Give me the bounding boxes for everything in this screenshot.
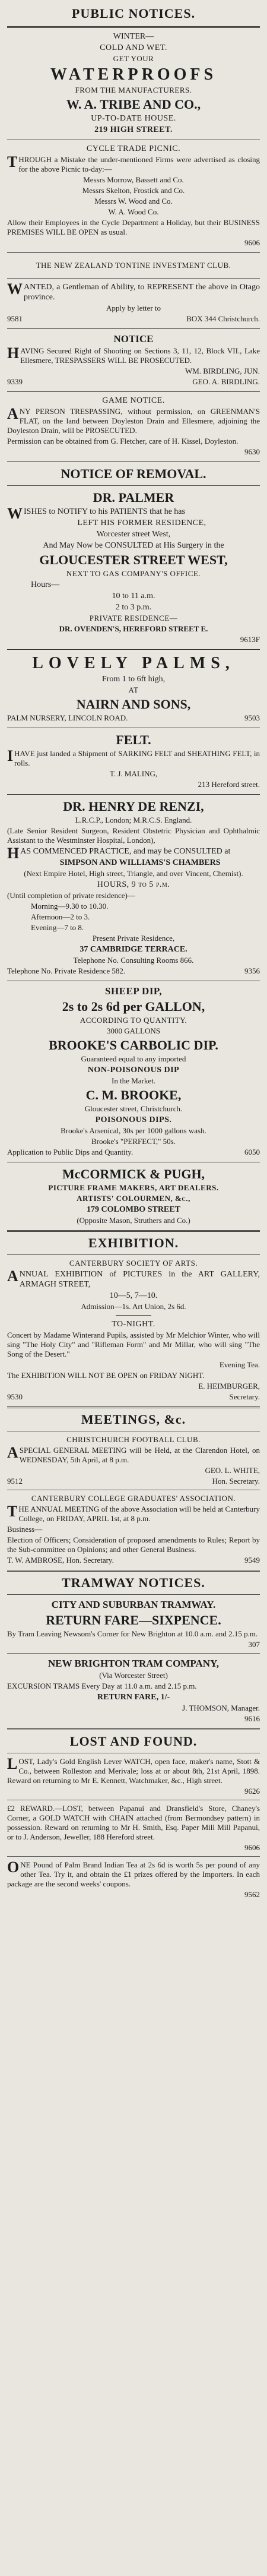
exhibition-evening: Evening Tea.	[219, 1360, 260, 1369]
removal-street: Worcester street West,	[96, 530, 171, 539]
sheepdip-perfect: Brooke's "PERFECT," 50s.	[91, 1137, 176, 1146]
waterproofs-firm: W. A. TRIBE AND CO.,	[66, 97, 201, 112]
derenzi-body: HAS COMMENCED PRACTICE, and may be CONSULTED at	[7, 845, 231, 862]
tramway-mgr-ref: 9616	[244, 1714, 260, 1723]
ad-graduates	[7, 1494, 260, 1565]
derenzi-hours: Morning—9.30 to 10.30.	[31, 902, 109, 911]
removal-hours1: 10 to 11 a.m.	[112, 592, 155, 600]
derenzi-hours: Evening—7 to 8.	[31, 923, 84, 932]
sheepdip-nonp: NON-POISONOUS DIP	[87, 1066, 180, 1074]
removal-private: PRIVATE RESIDENCE—	[89, 614, 178, 622]
removal-title: NOTICE OF REMOVAL.	[61, 466, 206, 481]
cycle-name: Messrs W. Wood and Co.	[94, 197, 173, 206]
notice-sign2: GEO. A. BIRDLING.	[192, 377, 260, 386]
divider	[7, 1728, 260, 1730]
divider	[7, 1653, 260, 1654]
wanted-box: BOX 344 Christchurch.	[186, 314, 260, 323]
lostfound-lost1-num: 9626	[244, 1787, 260, 1796]
divider	[7, 1570, 260, 1572]
meetings-business: Business—	[7, 1525, 43, 1534]
derenzi-present: Present Private Residence,	[92, 934, 175, 943]
mccormick-addr2: (Opposite Mason, Struthers and Co.)	[77, 1216, 190, 1225]
notice-sign1: WM. BIRDLING, JUN.	[185, 366, 260, 375]
game-num: 9630	[244, 447, 260, 456]
game-title: GAME NOTICE.	[102, 396, 165, 405]
tramway-comp2-sub: (Via Worcester Street)	[99, 1671, 168, 1680]
ad-notice	[7, 333, 260, 387]
cycle-name: Messrs Skelton, Frostick and Co.	[82, 186, 185, 195]
meetings-club: CHRISTCHURCH FOOTBALL CLUB.	[66, 1435, 201, 1444]
removal-hours2: 2 to 3 p.m.	[115, 603, 152, 612]
derenzi-late: (Late Senior Resident Surgeon, Resident Obstetric Physician and Ophthalmic Assistant to the Westminster Hospital, London),	[7, 826, 260, 845]
lostfound-reward: £2 REWARD.—LOST, between Papanui and Dransfield's Store, Chaney's Corner, a GOLD WATCH with CHAIN attached (from Bermondsey pattern) in possession. Reward on returning to Mr H. Smith, Esq. Paper Mill Mill Papanui, or to J. Anderson, Jeweller, 188 Hereford street.	[7, 1804, 260, 1841]
divider	[7, 1254, 260, 1255]
derenzi-quals: L.R.C.P., London; M.R.C.S. England.	[75, 816, 192, 824]
exhibition-sec-title: Secretary.	[229, 1392, 260, 1401]
meetings-club-sec-title: Hon. Secretary.	[212, 1477, 260, 1485]
exhibition-footer	[7, 1392, 260, 1402]
exhibition-admission: Admission—1s. Art Union, 2s 6d.	[81, 1302, 186, 1311]
meetings-business-body: Election of Officers; Consideration of proposed amendments to Rules; Report by the Sub-committee on Opinions; and other General Business.	[7, 1535, 260, 1554]
meetings-club-ref: 9512	[7, 1477, 23, 1485]
lostfound-found-num: 9562	[244, 1890, 260, 1899]
palms-firm: NAIRN AND SONS,	[76, 697, 191, 712]
sheepdip-applic: Application to Public Dips and Quantity.	[7, 1148, 134, 1156]
exhibition-body: ANNUAL EXHIBITION of PICTURES in the ART GALLERY, ARMAGH STREET,	[7, 1268, 260, 1289]
palms-address: PALM NURSERY, LINCOLN ROAD.	[7, 713, 128, 722]
game-body: ANY PERSON TRESPASSING, without permission, on GREENMAN'S FLAT, on the land between Doyleston Drain and Ellesmere, adjoining the Doyleston Drain, will be PROSECUTED.	[7, 405, 260, 435]
divider	[7, 1230, 260, 1232]
exhibition-ref: 9530	[7, 1392, 23, 1401]
waterproofs-headline: WATERPROOFS	[50, 65, 217, 84]
removal-num: 9613F	[240, 635, 260, 644]
waterproofs-line1: WINTER—	[113, 32, 154, 41]
divider	[7, 1406, 260, 1408]
meetings-college-ref: 9549	[244, 1556, 260, 1564]
divider	[7, 485, 260, 486]
derenzi-chambers: SIMPSON AND WILLIAMS'S CHAMBERS	[59, 858, 221, 867]
divider	[7, 794, 260, 795]
derenzi-hours-title: HOURS, 9 to 5 p.m.	[97, 880, 170, 889]
waterproofs-address: 219 HIGH STREET.	[94, 125, 173, 134]
ad-mccormick	[7, 1166, 260, 1225]
divider	[116, 1315, 151, 1316]
section-public-notices: PUBLIC NOTICES.	[71, 6, 196, 21]
sheepdip-seller-addr: Gloucester street, Christchurch.	[84, 1104, 183, 1113]
ad-lost-watch	[7, 1757, 260, 1796]
derenzi-footer	[7, 966, 260, 976]
sheepdip-qty: ACCORDING TO QUANTITY.	[80, 1016, 187, 1025]
cycle-body: THROUGH a Mistake the under-mentioned Firms were advertised as closing for the above Picnic to-day:—	[7, 153, 260, 173]
wanted-footer	[7, 314, 260, 324]
sheepdip-name: BROOKE'S CARBOLIC DIP.	[49, 1038, 218, 1052]
tramway-fare: RETURN FARE—SIXPENCE.	[46, 1613, 221, 1627]
waterproofs-line5: UP-TO-DATE HOUSE.	[91, 114, 176, 123]
sheepdip-poison: POISONOUS DIPS.	[95, 1115, 172, 1124]
removal-doctor: DR. PALMER	[93, 490, 174, 505]
derenzi-loc: (Next Empire Hotel, High street, Triangle, and over Vincent, Chemist).	[24, 869, 243, 878]
palms-at: AT	[128, 685, 139, 694]
notice-footer	[7, 377, 260, 387]
tramway-company: CITY AND SUBURBAN TRAMWAY.	[51, 1599, 216, 1610]
lostfound-lost1: LOST, Lady's Gold English Lever WATCH, open face, maker's name, Stott & Co., between Rolleston and Merivale; loss at or about 8th, 21st April, 1898. Reward on returning to Mr E. Kennett, Watchmaker, &c., High street.	[7, 1755, 260, 1785]
palms-footer	[7, 713, 260, 723]
cycle-title: CYCLE TRADE PICNIC.	[86, 144, 181, 153]
ad-palms	[7, 653, 260, 723]
meetings-club-sec: GEO. L. WHITE,	[205, 1466, 260, 1475]
divider	[7, 26, 260, 28]
wanted-ref: 9581	[7, 314, 23, 323]
palms-num: 9503	[244, 713, 260, 722]
divider	[7, 391, 260, 392]
removal-address: GLOUCESTER STREET WEST,	[39, 552, 228, 567]
wanted-text: WANTED, a Gentleman of Ability, to REPRESENT the above in Otago province.	[7, 280, 260, 302]
divider	[7, 252, 260, 253]
tontine-heading: THE NEW ZEALAND TONTINE INVESTMENT CLUB.	[36, 261, 231, 270]
sheepdip-amount: 3000 GALLONS	[107, 1026, 160, 1035]
removal-left: LEFT HIS FORMER RESIDENCE,	[77, 519, 206, 527]
mccormick-sub2: ARTISTS' COLOURMEN, &c.,	[77, 1194, 190, 1203]
removal-body2: And May Now be CONSULTED at His Surgery in the	[43, 541, 224, 550]
meetings-club-footer	[7, 1477, 260, 1486]
wanted-apply: Apply by letter to	[106, 304, 161, 312]
removal-next: NEXT TO GAS COMPANY'S OFFICE.	[66, 569, 201, 578]
felt-name: T. J. MALING,	[109, 769, 158, 778]
notice-title: NOTICE	[113, 333, 154, 344]
ad-felt	[7, 732, 260, 789]
tramway-excursion: EXCURSION TRAMS Every Day at 11.0 a.m. and 2.15 p.m.	[7, 1681, 197, 1690]
waterproofs-line4: FROM THE MANUFACTURERS.	[75, 86, 192, 94]
exhibition-tonight: TO-NIGHT.	[112, 1320, 155, 1329]
tramway-fare2: RETURN FARE, 1/-	[97, 1693, 170, 1702]
divider	[7, 278, 260, 279]
palms-sub: From 1 to 6ft high,	[101, 675, 166, 684]
divider	[7, 649, 260, 650]
removal-private-addr: DR. OVENDEN'S, HEREFORD STREET E.	[59, 624, 208, 633]
divider	[7, 1594, 260, 1595]
ad-removal	[7, 466, 260, 644]
lostfound-reward-num: 9606	[244, 1843, 260, 1852]
derenzi-num: 9356	[244, 966, 260, 975]
cycle-name: W. A. Wood Co.	[108, 207, 159, 216]
ad-game	[7, 396, 260, 457]
felt-body: IHAVE just landed a Shipment of SARKING FELT and SHEATHING FELT, in rolls.	[7, 747, 260, 767]
notice-ref: 9339	[7, 377, 23, 386]
ad-wanted	[7, 282, 260, 324]
meetings-college-body: THE ANNUAL MEETING of the above Association will be held at Canterbury College, on FRIDAY, APRIL 1st, at 8 p.m.	[7, 1503, 260, 1523]
meetings-college-sec: T. W. AMBROSE, Hon. Secretary.	[7, 1556, 114, 1564]
lostfound-found: ONE Pound of Palm Brand Indian Tea at 2s 6d is worth 5s per pound of any other Tea. Try it, and obtain the £1 prizes offered by the Importers. In each package are the second weeks' coupons.	[7, 1858, 260, 1888]
ad-football-club	[7, 1435, 260, 1486]
meetings-college-footer	[7, 1556, 260, 1565]
meetings-college: CANTERBURY COLLEGE GRADUATES' ASSOCIATION.	[31, 1494, 236, 1503]
cycle-name: Messrs Morrow, Bassett and Co.	[83, 175, 184, 184]
ad-reward	[7, 1804, 260, 1853]
removal-hours-title: Hours—	[31, 580, 60, 589]
sheepdip-footer	[7, 1148, 260, 1157]
ad-waterproofs	[7, 31, 260, 135]
sheepdip-arsenical: Brooke's Arsenical, 30s per 1000 gallons wash.	[61, 1126, 206, 1135]
section-exhibition: EXHIBITION.	[88, 1235, 179, 1250]
ad-derenzi	[7, 798, 260, 976]
waterproofs-line2: COLD AND WET.	[100, 43, 167, 52]
exhibition-society: CANTERBURY SOCIETY OF ARTS.	[69, 1259, 198, 1268]
felt-title: FELT.	[116, 732, 151, 747]
tramway-body: By Tram Leaving Newsom's Corner for New Brighton at 10.0 a.m. and 2.15 p.m.	[7, 1629, 258, 1638]
tramway-manager: J. THOMSON, Manager.	[182, 1703, 260, 1712]
cycle-names	[7, 175, 260, 217]
mccormick-sub: PICTURE FRAME MAKERS, ART DEALERS.	[48, 1183, 219, 1192]
derenzi-tel: Telephone No. Consulting Rooms 866.	[73, 956, 194, 965]
sheepdip-inmarket: In the Market.	[111, 1076, 155, 1085]
felt-addr: 213 Hereford street.	[198, 780, 260, 789]
ad-cycle-picnic	[7, 144, 260, 248]
tramway-body-num: 307	[248, 1640, 260, 1649]
meetings-club-body: ASPECIAL GENERAL MEETING will be Held, at the Clarendon Hotel, on WEDNESDAY, 5th April, at 8 p.m.	[7, 1444, 260, 1464]
ad-palm-tea	[7, 1860, 260, 1899]
notice-body: HAVING Secured Right of Shooting on Sections 3, 11, 12, Block VII., Lake Ellesmere, TRESPASSERS WILL BE PROSECUTED.	[7, 344, 260, 365]
derenzi-title: DR. HENRY DE RENZI,	[63, 799, 204, 814]
ad-new-brighton-tram	[7, 1657, 260, 1724]
mccormick-title: McCORMICK & PUGH,	[62, 1167, 205, 1181]
section-tramway: TRAMWAY NOTICES.	[62, 1575, 205, 1590]
tramway-company2: NEW BRIGHTON TRAM COMPANY,	[47, 1658, 220, 1669]
derenzi-present-addr: 37 CAMBRIDGE TERRACE.	[80, 945, 187, 954]
derenzi-tel2: Telephone No. Private Residence 582.	[7, 966, 126, 975]
exhibition-open: The EXHIBITION WILL NOT BE OPEN on FRIDAY NIGHT.	[7, 1371, 205, 1380]
waterproofs-line3: GET YOUR	[113, 54, 154, 63]
sheepdip-num: 6050	[244, 1148, 260, 1156]
cycle-body2: Allow their Employees in the Cycle Department a Holiday, but their BUSINESS PREMISES WILL BE OPEN as usual.	[7, 218, 260, 236]
ad-sheep-dip	[7, 985, 260, 1157]
section-meetings: MEETINGS, &c.	[81, 1412, 186, 1427]
cycle-num: 9606	[244, 238, 260, 247]
section-lost-found: LOST AND FOUND.	[69, 1734, 198, 1749]
exhibition-times: 10—5, 7—10.	[109, 1291, 158, 1300]
sheepdip-title: SHEEP DIP,	[104, 985, 163, 997]
removal-body: WISHES to NOTIFY to his PATIENTS that he has	[7, 505, 185, 522]
exhibition-sec: E. HEIMBURGER,	[198, 1382, 260, 1390]
divider	[7, 1856, 260, 1857]
ad-exhibition	[7, 1259, 260, 1402]
sheepdip-seller: C. M. BROOKE,	[85, 1088, 182, 1102]
divider	[7, 328, 260, 329]
ad-city-tramway	[7, 1598, 260, 1649]
sheepdip-price: 2s to 2s 6d per GALLON,	[62, 999, 205, 1014]
derenzi-hours-note: (Until completion of private residence)—	[7, 891, 135, 900]
derenzi-hours: Afternoon—2 to 3.	[31, 912, 90, 921]
exhibition-concert: Concert by Madame Winterand Pupils, assisted by Mr Melchior Winter, who will sing "The Holy City" and "Rifleman Form" and Mr Millar, who will sing "The Song of the Desert."	[7, 1330, 260, 1358]
sheepdip-guar: Guaranteed equal to any imported	[81, 1054, 186, 1063]
palms-headline: LOVELY PALMS,	[32, 654, 235, 672]
mccormick-addr: 179 COLOMBO STREET	[87, 1205, 180, 1214]
game-permission: Permission can be obtained from G. Fletcher, care of H. Kissel, Doyleston.	[7, 437, 239, 445]
